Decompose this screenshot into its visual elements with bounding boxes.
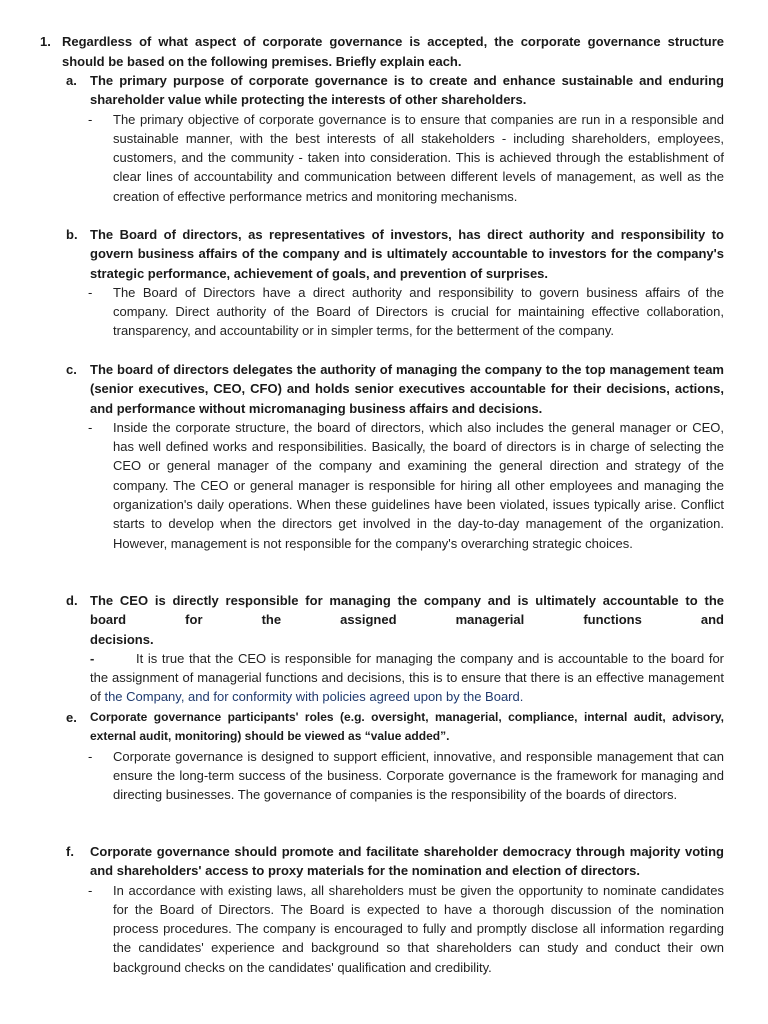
item-explanation: Inside the corporate structure, the board of directors, which also includes the general manager or CEO, has well defined works and responsibilities. Basically, the board of directors is in charge of selecting the CEO or general manager of the company and examining the general direction and strategy of the company. The CEO or general manager is responsible for hiring all other employees and managing the organization's daily operations. When these guidelines have been violated, issues typically arise. Conflict starts to develop when the directors get involved in the day-to-day management of the organization. However, management is not responsible for the company's overarching strategic choices.: [113, 419, 724, 551]
item-c: [66, 360, 724, 553]
item-letter: f.: [66, 844, 74, 859]
item-explanation: In accordance with existing laws, all shareholders must be given the opportunity to nominate candidates for the Board of Directors. The Board is expected to have a thorough discussion of the nomination process procedures. The company is encouraged to fully and promptly disclose all information regarding the candidates' experience and background so that shareholders can study and conduct their own background checks on the candidates' qualification and credibility.: [113, 882, 724, 975]
question-text: Regardless of what aspect of corporate governance is accepted, the corporate governance structure should be based on the following premises. Briefly explain each.: [62, 34, 724, 69]
bullet-dash: -: [88, 748, 93, 764]
item-letter: d.: [66, 593, 78, 608]
item-explanation: [90, 649, 724, 707]
bullet-dash: -: [88, 882, 93, 898]
item-explanation: Corporate governance is designed to support efficient, innovative, and responsible management that can ensure the long-term success of the business. Corporate governance is the framework for managing and directing businesses. The governance of companies is the responsibility of the boards of directors.: [113, 748, 724, 803]
item-explanation: The Board of Directors have a direct authority and responsibility to govern business affairs of the company. Direct authority of the Board of Directors is crucial for maintaining effective collaboration, transparency, and accountability or in simpler terms, for the betterment of the company.: [113, 284, 724, 339]
bullet-dash: -: [88, 419, 93, 435]
item-b: [66, 225, 724, 341]
item-title: The Board of directors, as representatives of investors, has direct authority and responsibility to govern business affairs of the company and is ultimately accountable to investors for the company's strategic performance, achievement of goals, and prevention of surprises.: [90, 227, 724, 281]
item-letter: e.: [66, 710, 77, 725]
item-title-line-2: board for the assigned managerial functions and decisions.: [90, 612, 724, 647]
item-letter: b.: [66, 227, 78, 242]
item-title: Corporate governance should promote and facilitate shareholder democracy through majority voting and shareholders' access to proxy materials for the nomination and election of directors.: [90, 844, 724, 879]
item-letter: a.: [66, 73, 77, 88]
bullet-dash: -: [88, 284, 93, 300]
item-title-line-1: The CEO is directly responsible for managing the company and is ultimately accountable to the: [90, 593, 724, 608]
item-d: [66, 591, 724, 707]
item-title: The primary purpose of corporate governance is to create and enhance sustainable and enduring shareholder value while protecting the interests of other shareholders.: [90, 73, 724, 108]
item-explanation: The primary objective of corporate governance is to ensure that companies are run in a responsible and sustainable manner, with the best interests of all stakeholders - including shareholders, employees, customers, and the community - taken into consideration. This is achieved through the establishment of clear lines of accountability and communication between different levels of management, as well as the creation of effective performance metrics and monitoring mechanisms.: [113, 111, 724, 204]
explanation-continued-blue: the Company, and for conformity with policies agreed upon by the Board.: [104, 689, 524, 705]
question-1: [40, 32, 724, 71]
item-f: [66, 842, 724, 977]
item-e: [66, 708, 724, 804]
item-letter: c.: [66, 362, 77, 377]
item-a: [66, 71, 724, 206]
explanation-first-line: It is true that the CEO is responsible for managing the company and is accountable to the board: [136, 650, 705, 666]
question-number: 1.: [40, 34, 51, 49]
item-title: The board of directors delegates the authority of managing the company to the top management team (senior executives, CEO, CFO) and holds senior executives accountable for their decisions, actions, and performance without micromanaging business affairs and decisions.: [90, 362, 724, 416]
bullet-dash: -: [90, 650, 95, 666]
explanation-continued: for the assignment of managerial functions and decisions, this is to ensure that there is an effective management of: [90, 650, 724, 705]
bullet-dash: -: [88, 111, 93, 127]
item-title: Corporate governance participants' roles (e.g. oversight, managerial, compliance, internal audit, advisory, external audit, monitoring) should be viewed as “value added”.: [90, 710, 724, 744]
